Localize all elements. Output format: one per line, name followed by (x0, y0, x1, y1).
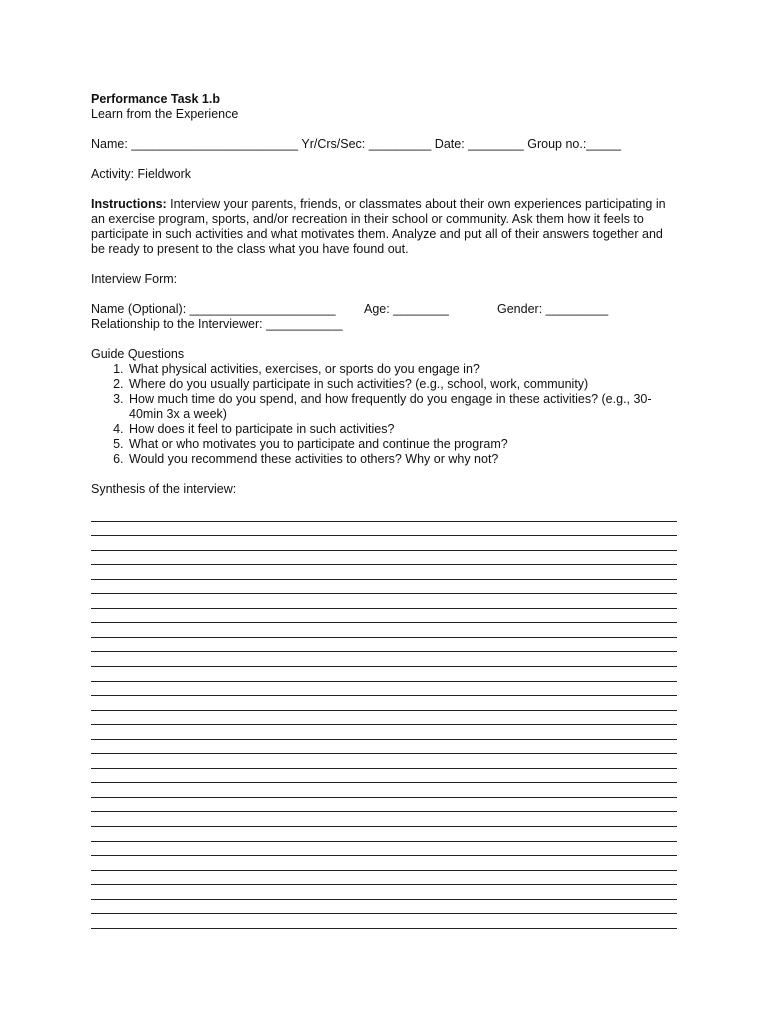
interview-form-heading: Interview Form: (91, 272, 178, 286)
synthesis-line[interactable] (91, 536, 677, 551)
synthesis-line[interactable] (91, 856, 677, 871)
synthesis-line[interactable] (91, 754, 677, 769)
synthesis-line[interactable] (91, 914, 677, 929)
instructions-text: Interview your parents, friends, or classmates about their own experiences participating in an exercise program, sports, and/or recreation in their school or community. Ask them how it feels to participate in such activities and what motivates them. Analyze and put all of their answers together and be ready to present to the class what you have found out. (91, 197, 666, 256)
synthesis-line[interactable] (91, 551, 677, 566)
synthesis-line[interactable] (91, 900, 677, 915)
task-subtitle: Learn from the Experience (91, 107, 239, 121)
guide-question: 2. Where do you usually participate in such activities? (e.g., school, work, community) (127, 377, 677, 392)
synthesis-line[interactable] (91, 580, 677, 595)
synthesis-line[interactable] (91, 522, 677, 537)
synthesis-line[interactable] (91, 798, 677, 813)
synthesis-line[interactable] (91, 711, 677, 726)
synthesis-line[interactable] (91, 827, 677, 842)
relationship-field[interactable]: Relationship to the Interviewer: ___________ (91, 317, 343, 331)
synthesis-line[interactable] (91, 507, 677, 522)
guide-questions-list (91, 362, 677, 467)
synthesis-writing-lines[interactable] (91, 507, 677, 929)
interviewee-age-field[interactable]: Age: ________ (364, 302, 449, 316)
synthesis-line[interactable] (91, 623, 677, 638)
synthesis-line[interactable] (91, 609, 677, 624)
synthesis-line[interactable] (91, 638, 677, 653)
instructions-label: Instructions: (91, 197, 167, 211)
synthesis-line[interactable] (91, 652, 677, 667)
synthesis-line[interactable] (91, 682, 677, 697)
synthesis-line[interactable] (91, 725, 677, 740)
synthesis-line[interactable] (91, 740, 677, 755)
guide-question: 3. How much time do you spend, and how frequently do you engage in these activities? (e.g., 30-40min 3x a week) (127, 392, 677, 422)
synthesis-heading: Synthesis of the interview: (91, 482, 237, 496)
guide-question: 1. What physical activities, exercises, or sports do you engage in? (127, 362, 677, 377)
synthesis-line[interactable] (91, 783, 677, 798)
synthesis-line[interactable] (91, 885, 677, 900)
task-title: Performance Task 1.b (91, 92, 220, 106)
guide-question: 6. Would you recommend these activities to others? Why or why not? (127, 452, 677, 467)
synthesis-line[interactable] (91, 696, 677, 711)
synthesis-line[interactable] (91, 667, 677, 682)
interviewee-info-row (91, 302, 681, 317)
synthesis-line[interactable] (91, 812, 677, 827)
synthesis-line[interactable] (91, 565, 677, 580)
synthesis-line[interactable] (91, 594, 677, 609)
guide-questions-heading: Guide Questions (91, 347, 185, 361)
activity-label: Activity: Fieldwork (91, 167, 192, 181)
guide-question: 5. What or who motivates you to participate and continue the program? (127, 437, 677, 452)
interviewee-gender-field[interactable]: Gender: _________ (497, 302, 609, 316)
worksheet-content (91, 92, 681, 497)
synthesis-line[interactable] (91, 769, 677, 784)
interviewee-name-field[interactable]: Name (Optional): _____________________ (91, 302, 336, 316)
synthesis-line[interactable] (91, 842, 677, 857)
guide-question: 4. How does it feel to participate in such activities? (127, 422, 677, 437)
student-info-row[interactable]: Name: ________________________ Yr/Crs/Sec: _________ Date: ________ Group no.:_____ (91, 137, 622, 151)
instructions-paragraph (91, 197, 671, 257)
synthesis-line[interactable] (91, 871, 677, 886)
